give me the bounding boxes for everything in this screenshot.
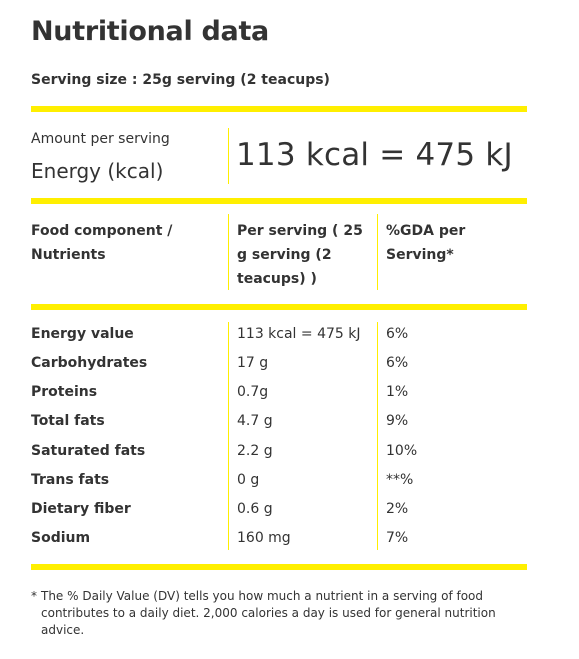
header-nutrients: Food component / Nutrients [31, 223, 173, 263]
footnote-text: The % Daily Value (DV) tells you how much a nutrient in a serving of food contributes to a daily diet. 2,000 calories a day is used for general nutrition advice. [41, 589, 496, 637]
header-gda: %GDA per Serving* [386, 223, 466, 263]
header-divider-2 [377, 214, 378, 290]
amount-per-serving-label: Amount per serving [31, 131, 170, 147]
divider-top [31, 106, 527, 112]
serving-size: Serving size : 25g serving (2 teacups) [31, 72, 330, 88]
footnote-marker: * [31, 589, 37, 603]
nutrient-name: Proteins [31, 384, 98, 400]
table-row [31, 472, 527, 501]
nutrient-gda: 1% [386, 384, 409, 400]
energy-divider [228, 128, 229, 184]
nutrient-per-serving: 0 g [237, 472, 260, 488]
nutrient-gda: 7% [386, 530, 409, 546]
divider-energy [31, 198, 527, 204]
nutrient-name: Total fats [31, 413, 105, 429]
divider-bottom [31, 564, 527, 570]
header-divider-1 [228, 214, 229, 290]
nutrient-gda: **% [386, 472, 414, 488]
nutrient-name: Saturated fats [31, 443, 146, 459]
table-row [31, 326, 527, 355]
nutrient-gda: 6% [386, 355, 409, 371]
nutrient-per-serving: 0.7g [237, 384, 269, 400]
nutrient-per-serving: 2.2 g [237, 443, 273, 459]
header-per-serving: Per serving ( 25 g serving (2 teacups) ) [237, 223, 363, 287]
page-title: Nutritional data [31, 16, 269, 47]
nutrient-per-serving: 17 g [237, 355, 269, 371]
nutrient-per-serving: 0.6 g [237, 501, 273, 517]
nutrient-name: Carbohydrates [31, 355, 148, 371]
nutrient-gda: 2% [386, 501, 409, 517]
nutrient-per-serving: 4.7 g [237, 413, 273, 429]
nutrient-per-serving: 160 mg [237, 530, 291, 546]
nutrient-name: Sodium [31, 530, 91, 546]
nutrient-name: Energy value [31, 326, 134, 342]
nutrient-gda: 10% [386, 443, 418, 459]
table-row [31, 443, 527, 472]
energy-value: 113 kcal = 475 kJ [236, 137, 513, 173]
nutrient-name: Trans fats [31, 472, 110, 488]
nutrient-gda: 9% [386, 413, 409, 429]
footnote [31, 588, 521, 639]
nutrient-gda: 6% [386, 326, 409, 342]
table-row [31, 355, 527, 384]
energy-label: Energy (kcal) [31, 159, 164, 183]
nutrient-per-serving: 113 kcal = 475 kJ [237, 326, 361, 342]
table-row [31, 413, 527, 442]
table-row [31, 384, 527, 413]
table-row [31, 501, 527, 530]
table-row [31, 530, 527, 559]
nutrient-name: Dietary fiber [31, 501, 131, 517]
divider-header [31, 304, 527, 310]
